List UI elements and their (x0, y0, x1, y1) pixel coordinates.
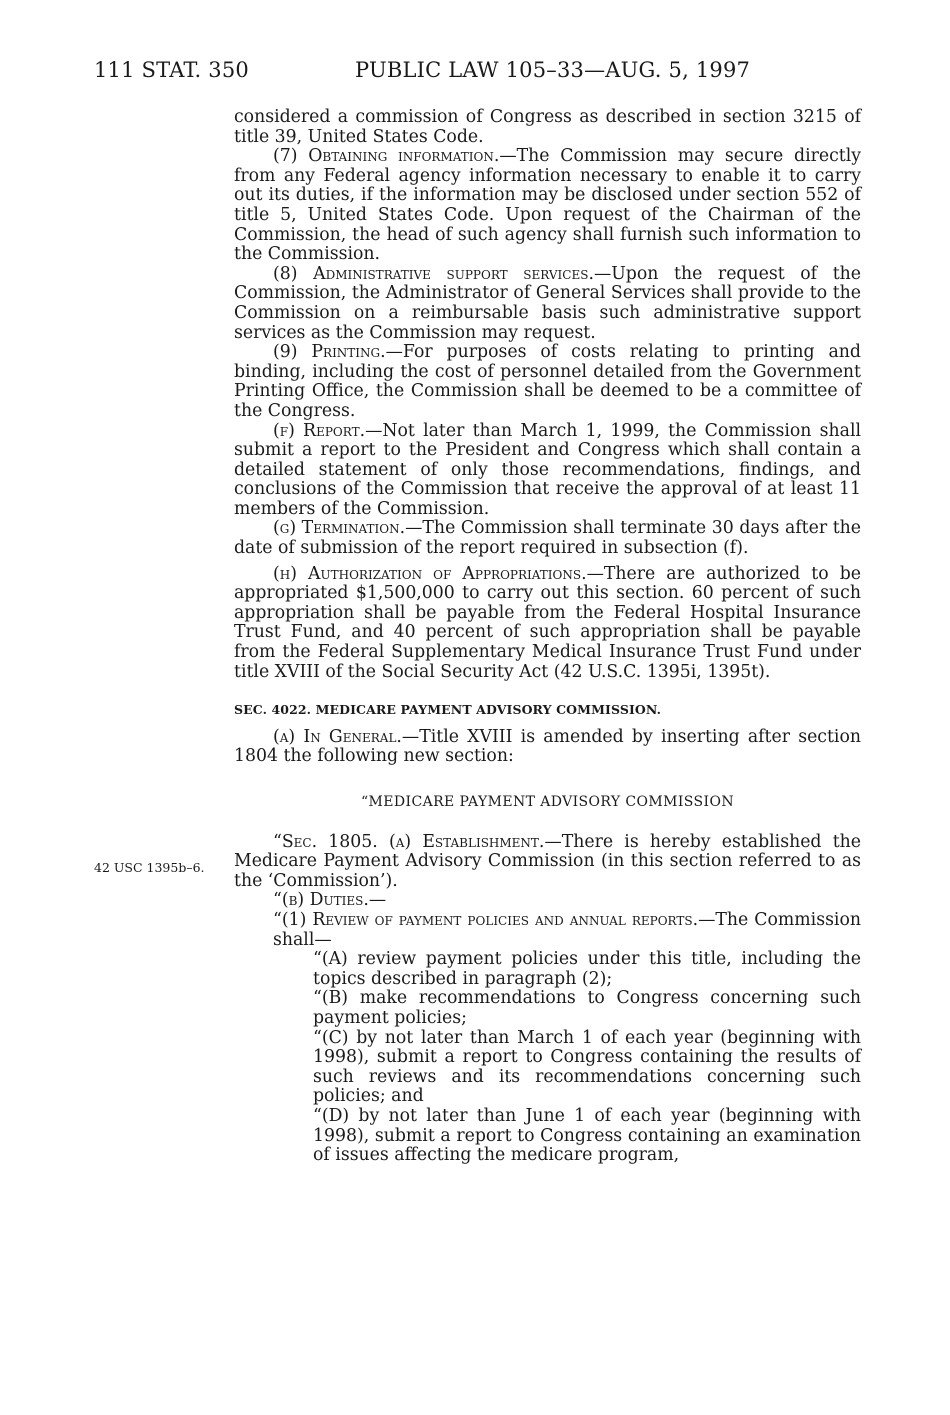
clause-a: “(A) review payment policies under this title, including the topics described in paragraph (2); (313, 949, 861, 989)
paragraph-body: —For purposes of costs relating to printing and binding, including the cost of personnel detailed from the Government Printing Office, the Commission shall be deemed to be a committee of the Congress. (234, 342, 861, 421)
subsection-g (234, 519, 861, 558)
subsection-a (234, 728, 861, 767)
paragraph: considered a commission of Congress as described in section 3215 of title 39, United States Code. (234, 107, 861, 147)
body-text (234, 108, 861, 1166)
paragraph-heading: (8) Administrative support services. (273, 263, 594, 284)
subsection-h (234, 565, 861, 683)
paragraph-body: —Not later than March 1, 1999, the Commission shall submit a report to the President and Congress which shall contain a detailed statement of only those recommendations, findings, and conclusions of the Commission that receive the approval of at least 11 members of the Commission. (234, 420, 861, 519)
paragraph-heading: (g) Termination. (273, 518, 406, 539)
paragraph-heading: “(1) Review of payment policies and annual reports.— (273, 909, 716, 930)
paragraph-body: —Title XVIII is amended by inserting after section 1804 the following new section: (234, 726, 861, 767)
paragraph-b1 (234, 911, 861, 950)
page-stat-number: 111 STAT. 350 (94, 58, 249, 82)
margin-citation: 42 USC 1395b–6. (94, 860, 205, 875)
paragraph-heading: “Sec. 1805. (a) Establishment. (273, 831, 545, 852)
paragraph-body: —Upon the request of the Commission, the Administrator of General Services shall provide to the Commission on a reimbursable basis such administrative support services as the Commission may request. (234, 263, 861, 343)
paragraph-heading: (7) Obtaining information. (273, 146, 500, 167)
paragraph-body: —The Commission may secure directly from any Federal agency information necessary to enable it to carry out its duties, if the information may be disclosed under section 552 of title 5, United States Code. Upon request of the Chairman of the Commission, the head of such agency shall furnish such information to the Commission. (234, 146, 861, 265)
paragraph-heading: (h) Authorization of Appropriations. (273, 563, 587, 584)
paragraph-body: The Commission shall— (273, 909, 861, 950)
section-heading: SEC. 4022. MEDICARE PAYMENT ADVISORY COMMISSION. (234, 702, 662, 718)
paragraph-9 (234, 343, 861, 421)
clause-d: “(D) by not later than June 1 of each year (beginning with 1998), submit a report to Congress containing an examination of issues affecting the medicare program, (313, 1105, 861, 1166)
paragraph-heading: (f) Report. (273, 420, 366, 441)
section-1805-establishment (234, 833, 861, 892)
duties-heading: “(b) Duties.— (273, 890, 387, 911)
subsection-f (234, 422, 861, 520)
paragraph-7 (234, 147, 861, 265)
running-header: PUBLIC LAW 105–33—AUG. 5, 1997 (355, 58, 751, 82)
paragraph-body: —There is hereby established the Medicare Payment Advisory Commission (in this section referred to as the ‘Commission’). (234, 831, 861, 891)
paragraph-heading: (a) In General. (273, 726, 402, 747)
clause-c: “(C) by not later than March 1 of each year (beginning with 1998), submit a report to Congress containing the results of such reviews and its recommendations concerning such policies; and (313, 1027, 861, 1107)
clause-b: “(B) make recommendations to Congress concerning such payment policies; (313, 988, 861, 1028)
paragraph-heading: (9) Printing. (273, 342, 386, 363)
new-section-title: “MEDICARE PAYMENT ADVISORY COMMISSION (361, 794, 734, 810)
paragraph-body: —There are authorized to be appropriated $1,500,000 to carry out this section. 60 percent of such appropriation shall be payable from the Federal Hospital Insurance Trust Fund, and 40 percent of such appropriation shall be payable from the Federal Supplementary Medical Insurance Trust Fund under title XVIII of the Social Security Act (42 U.S.C. 1395i, 1395t). (234, 563, 861, 682)
paragraph-8 (234, 265, 861, 343)
paragraph-body: —The Commission shall terminate 30 days after the date of submission of the report required in subsection (f). (234, 518, 861, 559)
